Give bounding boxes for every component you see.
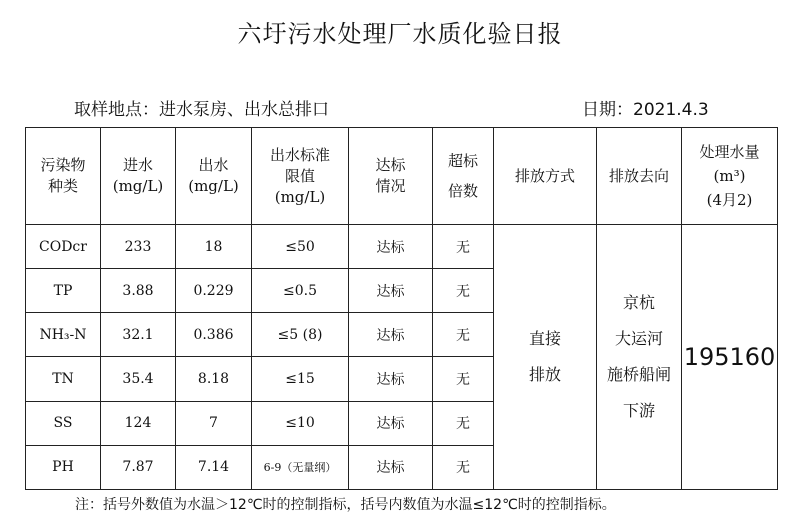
- inflow-value: 7.87: [101, 445, 176, 489]
- compliance-status: 达标: [349, 225, 433, 269]
- pollutant-name: TP: [26, 269, 101, 313]
- compliance-status: 达标: [349, 445, 433, 489]
- exceed-times: 无: [433, 225, 494, 269]
- limit-value: 6-9（无量纲）: [252, 445, 349, 489]
- pollutant-name: SS: [26, 401, 101, 445]
- compliance-status: 达标: [349, 313, 433, 357]
- outflow-value: 8.18: [176, 357, 252, 401]
- exceed-times: 无: [433, 445, 494, 489]
- exceed-times: 无: [433, 357, 494, 401]
- pollutant-name: TN: [26, 357, 101, 401]
- report-title: 六圩污水处理厂水质化验日报: [237, 20, 563, 48]
- pollutant-name: CODcr: [26, 225, 101, 269]
- report-date: 日期：2021.4.3: [582, 100, 709, 120]
- discharge-destination: 京杭 大运河 施桥船闸 下游: [597, 225, 682, 490]
- header-inflow: 进水 (mg/L): [101, 128, 176, 225]
- header-discharge-destination: 排放去向: [597, 128, 682, 225]
- inflow-value: 233: [101, 225, 176, 269]
- inflow-value: 124: [101, 401, 176, 445]
- outflow-value: 7: [176, 401, 252, 445]
- header-discharge-method: 排放方式: [494, 128, 597, 225]
- discharge-method: 直接 排放: [494, 225, 597, 490]
- footnote: 注：括号外数值为水温＞12℃时的控制指标，括号内数值为水温≤12℃时的控制指标。: [75, 497, 616, 513]
- header-outflow: 出水 (mg/L): [176, 128, 252, 225]
- limit-value: ≤50: [252, 225, 349, 269]
- water-quality-table: [25, 127, 778, 490]
- table-header-row: [26, 128, 778, 225]
- limit-value: ≤5 (8): [252, 313, 349, 357]
- table-row: [26, 225, 778, 269]
- inflow-value: 3.88: [101, 269, 176, 313]
- treated-volume: 195160: [682, 225, 778, 490]
- header-compliance: 达标 情况: [349, 128, 433, 225]
- outflow-value: 0.229: [176, 269, 252, 313]
- pollutant-name: NH₃-N: [26, 313, 101, 357]
- limit-value: ≤15: [252, 357, 349, 401]
- compliance-status: 达标: [349, 401, 433, 445]
- sampling-location: 取样地点：进水泵房、出水总排口: [74, 100, 329, 120]
- limit-value: ≤0.5: [252, 269, 349, 313]
- limit-value: ≤10: [252, 401, 349, 445]
- exceed-times: 无: [433, 313, 494, 357]
- inflow-value: 35.4: [101, 357, 176, 401]
- header-limit: 出水标准 限值 (mg/L): [252, 128, 349, 225]
- outflow-value: 18: [176, 225, 252, 269]
- exceed-times: 无: [433, 269, 494, 313]
- inflow-value: 32.1: [101, 313, 176, 357]
- exceed-times: 无: [433, 401, 494, 445]
- header-volume: 处理水量 (m³) (4月2): [682, 128, 778, 225]
- pollutant-name: PH: [26, 445, 101, 489]
- compliance-status: 达标: [349, 269, 433, 313]
- outflow-value: 7.14: [176, 445, 252, 489]
- header-pollutant: 污染物 种类: [26, 128, 101, 225]
- compliance-status: 达标: [349, 357, 433, 401]
- header-exceed: 超标 倍数: [433, 128, 494, 225]
- outflow-value: 0.386: [176, 313, 252, 357]
